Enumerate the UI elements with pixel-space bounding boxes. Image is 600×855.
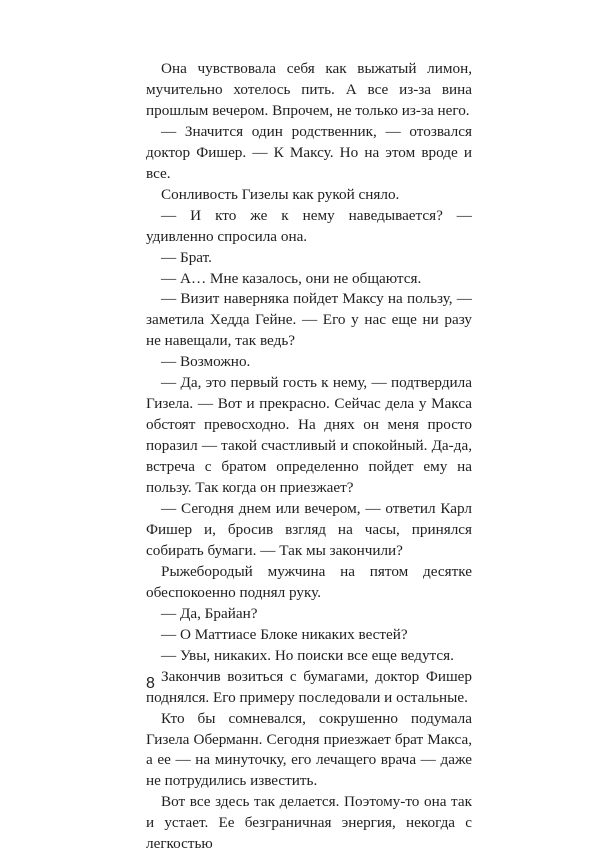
paragraph: — Значится один родственник, — отозвался доктор Фишер. — К Максу. Но на этом вроде и все. xyxy=(146,122,472,182)
paragraph: — Возможно. xyxy=(161,353,251,371)
paragraph: Сонливость Гизелы как рукой сняло. xyxy=(161,185,400,203)
paragraph: — Да, это первый гость к нему, — подтвердила Гизела. — Вот и прекрасно. Сейчас дела у Макса обстоят превосходно. На днях он меня просто поразил — такой счастливый и спокойный. Да-да, встреча с братом определенно пойдет ему на пользу. Так когда он приезжает? xyxy=(146,374,472,497)
paragraph: — Брат. xyxy=(161,248,212,266)
paragraph: — И кто же к нему наведывается? — удивленно спросила она. xyxy=(146,206,472,245)
paragraph: Она чувствовала себя как выжатый лимон, мучительно хотелось пить. А все из-за вина прошлым вечером. Впрочем, не только из-за него. xyxy=(146,60,472,119)
body-text xyxy=(146,59,472,855)
paragraph: — Визит наверняка пойдет Максу на пользу, — заметила Хедда Гейне. — Его у нас еще ни разу не навещали, так ведь? xyxy=(146,290,472,350)
paragraph: — Да, Брайан? xyxy=(161,604,258,622)
paragraph: — О Маттиасе Блоке никаких вестей? xyxy=(161,625,408,643)
paragraph: — Сегодня днем или вечером, — ответил Карл Фишер и, бросив взгляд на часы, принялся собирать бумаги. — Так мы закончили? xyxy=(146,500,472,559)
paragraph: Кто бы сомневался, сокрушенно подумала Гизела Оберманн. Сегодня приезжает брат Макса, а ее — на минуточку, его лечащего врача — даже не потрудились известить. xyxy=(146,709,472,790)
paragraph: Вот все здесь так делается. Поэтому-то она так и устает. Ее безграничная энергия, некогда с легкостью xyxy=(146,793,472,853)
paragraph: Закончив возиться с бумагами, доктор Фишер поднялся. Его примеру последовали и остальные. xyxy=(146,667,472,706)
page-number: 8 xyxy=(146,675,155,692)
paragraph: Рыжебородый мужчина на пятом десятке обеспокоенно поднял руку. xyxy=(146,562,472,601)
paragraph: — Увы, никаких. Но поиски все еще ведутся. xyxy=(161,646,454,664)
paragraph: — А… Мне казалось, они не общаются. xyxy=(161,269,422,287)
